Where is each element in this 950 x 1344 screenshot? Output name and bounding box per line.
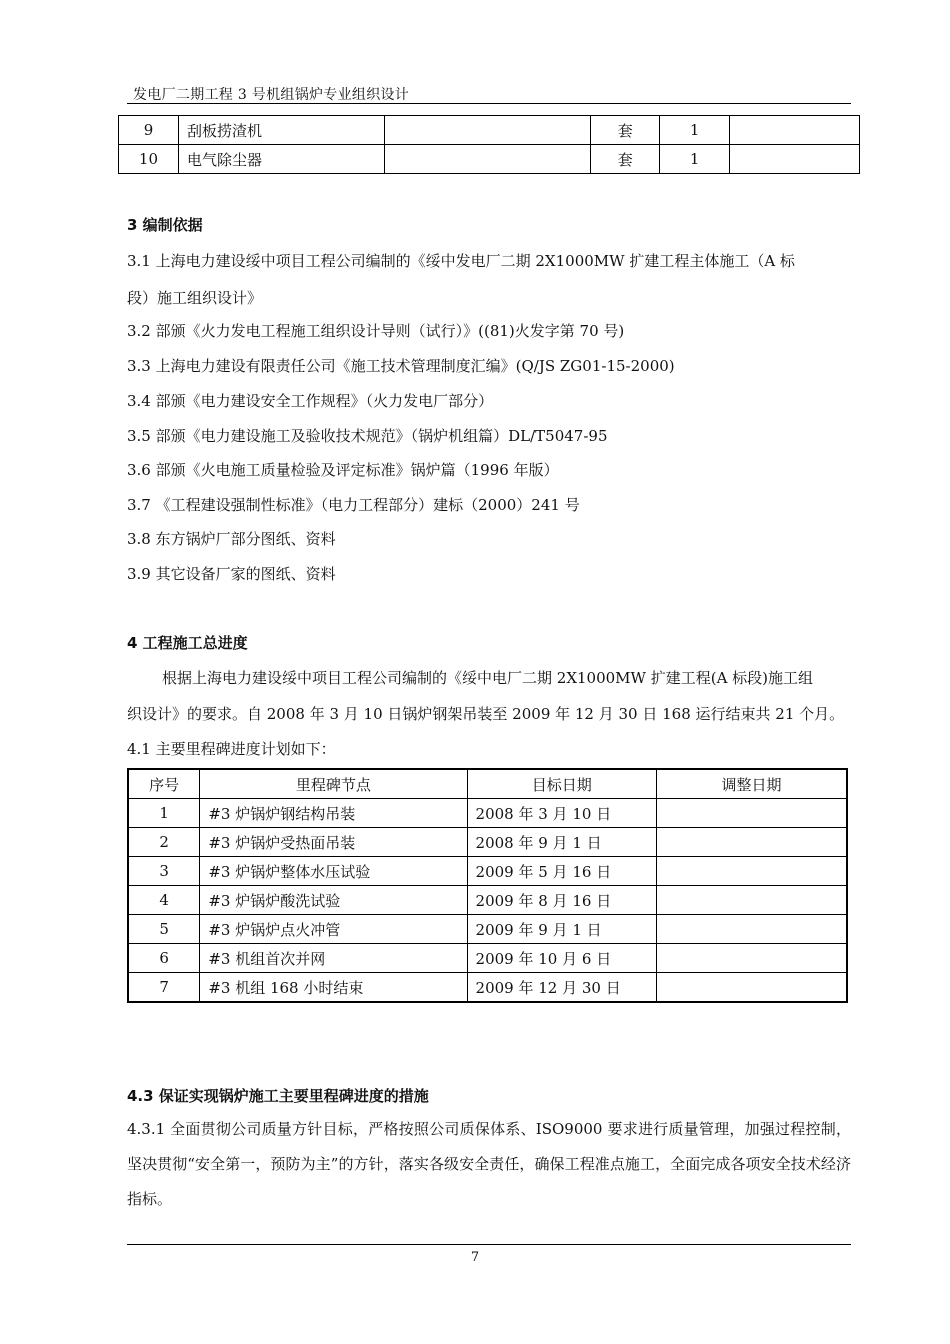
page-number: 7 — [470, 1250, 480, 1265]
reference-item: 3.9 其它设备厂家的图纸、资料 — [127, 565, 336, 583]
cell-no: 10 — [119, 145, 179, 174]
milestone-table — [127, 768, 848, 1003]
table-row — [128, 799, 847, 828]
reference-item: 3.4 部颁《电力建设安全工作规程》（火力发电厂部分） — [127, 392, 494, 410]
cell-adjust — [657, 886, 847, 915]
cell-no: 6 — [128, 944, 200, 973]
reference-item: 3.2 部颁《火力发电工程施工组织设计导则（试行）》((81)火发字第 70 号) — [127, 322, 625, 340]
cell-adjust — [657, 857, 847, 886]
cell-adjust — [657, 915, 847, 944]
section-4-heading: 4 工程施工总进度 — [127, 634, 248, 652]
cell-spec — [384, 116, 591, 145]
table-row — [128, 886, 847, 915]
reference-item: 3.6 部颁《火电施工质量检验及评定标准》锅炉篇（1996 年版） — [127, 461, 559, 479]
cell-no: 3 — [128, 857, 200, 886]
section-3-heading: 3 编制依据 — [127, 216, 203, 234]
table-row — [128, 857, 847, 886]
cell-node: #3 炉锅炉酸洗试验 — [200, 886, 467, 915]
cell-no: 7 — [128, 973, 200, 1003]
cell-no: 1 — [128, 799, 200, 828]
cell-no: 2 — [128, 828, 200, 857]
cell-no: 5 — [128, 915, 200, 944]
cell-date: 2009 年 9 月 1 日 — [467, 915, 657, 944]
cell-date: 2008 年 3 月 10 日 — [467, 799, 657, 828]
section-4-3-heading: 4.3 保证实现锅炉施工主要里程碑进度的措施 — [127, 1087, 429, 1105]
table-row — [128, 828, 847, 857]
page-header-title: 发电厂二期工程 3 号机组锅炉专业组织设计 — [133, 87, 410, 103]
cell-node: #3 炉锅炉钢结构吊装 — [200, 799, 467, 828]
reference-item: 3.1 上海电力建设绥中项目工程公司编制的《绥中发电厂二期 2X1000MW 扩建工程主体施工（A 标 — [127, 252, 795, 270]
reference-item: 3.5 部颁《电力建设施工及验收技术规范》（锅炉机组篇）DL/T5047-95 — [127, 427, 608, 445]
cell-name: 刮板捞渣机 — [178, 116, 384, 145]
table-row — [119, 116, 860, 145]
cell-date: 2009 年 5 月 16 日 — [467, 857, 657, 886]
cell-adjust — [657, 973, 847, 1003]
cell-unit: 套 — [591, 116, 660, 145]
cell-qty: 1 — [660, 116, 730, 145]
equipment-table — [118, 115, 860, 174]
cell-node: #3 机组 168 小时结束 — [200, 973, 467, 1003]
column-header: 序号 — [128, 769, 200, 799]
table-header-row — [128, 769, 847, 799]
section-4-paragraph-line: 根据上海电力建设绥中项目工程公司编制的《绥中电厂二期 2X1000MW 扩建工程(A 标段)施工组 — [162, 669, 814, 687]
section-4-paragraph-line: 织设计》的要求。自 2008 年 3 月 10 日锅炉钢架吊装至 2009 年 12 月 30 日 168 运行结束共 21 个月。 — [127, 705, 845, 723]
header-rule — [127, 103, 851, 104]
column-header: 目标日期 — [467, 769, 657, 799]
cell-node: #3 机组首次并网 — [200, 944, 467, 973]
cell-adjust — [657, 944, 847, 973]
cell-spec — [384, 145, 591, 174]
section-4-3-paragraph: 4.3.1 全面贯彻公司质量方针目标，严格按照公司质保体系、ISO9000 要求进行质量管理，加强过程控制，坚决贯彻“安全第一，预防为主”的方针，落实各级安全责任，确保工程准点施工，全面完成各项安全技术经济指标。 — [127, 1120, 851, 1208]
column-header: 里程碑节点 — [200, 769, 467, 799]
cell-name: 电气除尘器 — [178, 145, 384, 174]
cell-note — [730, 116, 860, 145]
cell-date: 2009 年 8 月 16 日 — [467, 886, 657, 915]
table-row — [128, 944, 847, 973]
cell-no: 4 — [128, 886, 200, 915]
cell-no: 9 — [119, 116, 179, 145]
reference-item: 3.7 《工程建设强制性标准》（电力工程部分）建标（2000）241 号 — [127, 496, 580, 514]
cell-date: 2009 年 12 月 30 日 — [467, 973, 657, 1003]
cell-adjust — [657, 799, 847, 828]
milestone-subheading: 4.1 主要里程碑进度计划如下： — [127, 740, 336, 758]
cell-unit: 套 — [591, 145, 660, 174]
cell-qty: 1 — [660, 145, 730, 174]
cell-date: 2008 年 9 月 1 日 — [467, 828, 657, 857]
cell-note — [730, 145, 860, 174]
reference-item: 3.3 上海电力建设有限责任公司《施工技术管理制度汇编》(Q/JS ZG01-15-2000) — [127, 357, 675, 375]
reference-item: 段）施工组织设计》 — [127, 289, 263, 307]
table-row — [128, 915, 847, 944]
column-header: 调整日期 — [657, 769, 847, 799]
reference-item: 3.8 东方锅炉厂部分图纸、资料 — [127, 530, 336, 548]
cell-date: 2009 年 10 月 6 日 — [467, 944, 657, 973]
table-row — [119, 145, 860, 174]
cell-node: #3 炉锅炉受热面吊装 — [200, 828, 467, 857]
cell-adjust — [657, 828, 847, 857]
table-row — [128, 973, 847, 1003]
cell-node: #3 炉锅炉整体水压试验 — [200, 857, 467, 886]
cell-node: #3 炉锅炉点火冲管 — [200, 915, 467, 944]
footer-rule — [127, 1244, 851, 1245]
